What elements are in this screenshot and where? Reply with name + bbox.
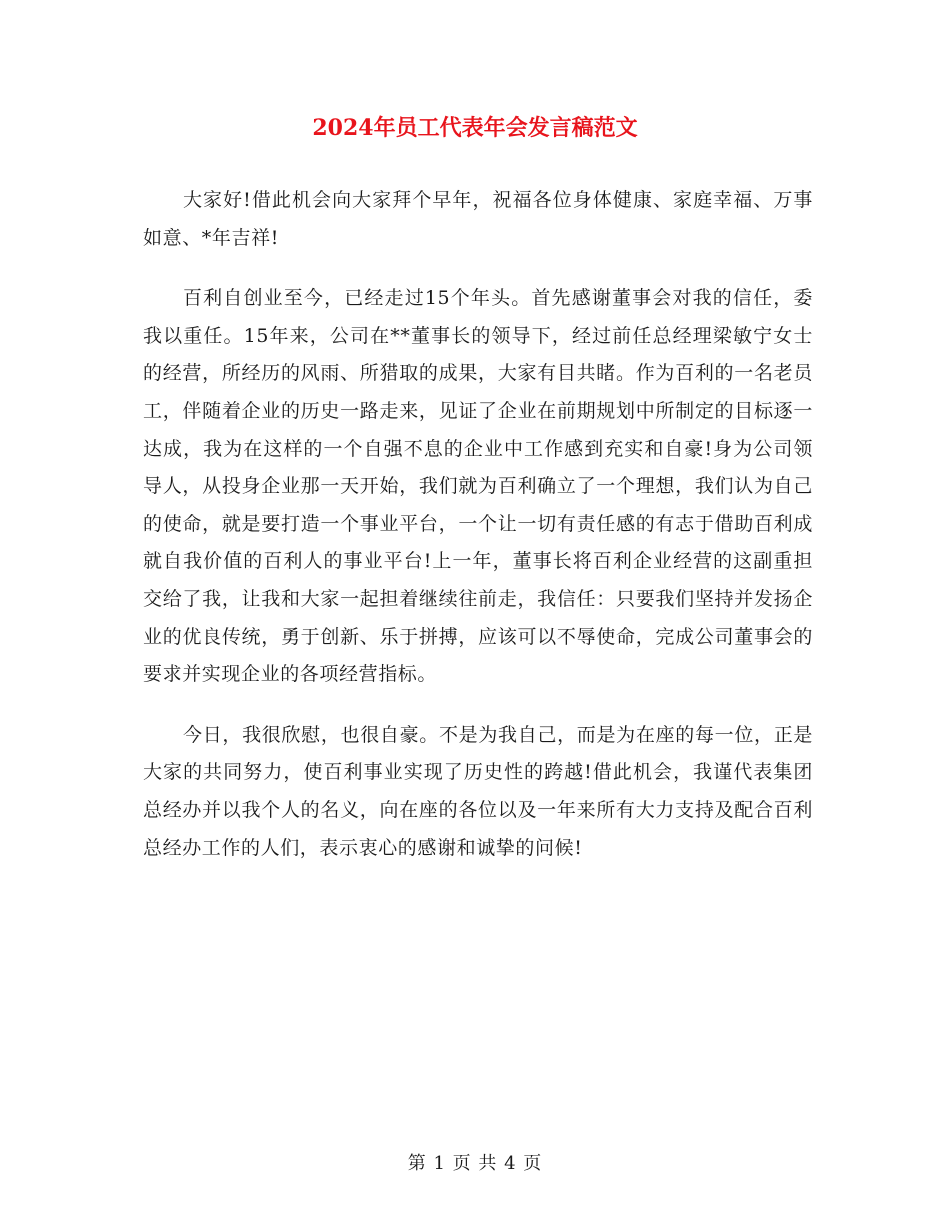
paragraph-company-history: 百利自创业至今，已经走过15个年头。首先感谢董事会对我的信任，委我以重任。15年来，公司在**董事长的领导下，经过前任总经理梁敏宁女士的经营，所经历的风雨、所猎取的成果，大家有目共睹。作为百利的一名老员工，伴随着企业的历史一路走来，见证了企业在前期规划中所制定的目标逐一达成，我为在这样的一个自强不息的企业中工作感到充实和自豪!身为公司领导人，从投身企业那一天开始，我们就为百利确立了一个理想，我们认为自己的使命，就是要打造一个事业平台，一个让一切有责任感的有志于借助百利成就自我价值的百利人的事业平台!上一年，董事长将百利企业经营的这副重担交给了我，让我和大家一起担着继续往前走，我信任：只要我们坚持并发扬企业的优良传统，勇于创新、乐于拼搏，应该可以不辱使命，完成公司董事会的要求并实现企业的各项经营指标。 [143, 287, 813, 686]
page-footer: 第 1 页 共 4 页 [407, 1153, 543, 1174]
paragraph-greeting: 大家好!借此机会向大家拜个早年，祝福各位身体健康、家庭幸福、万事如意、*年吉祥! [143, 189, 813, 249]
document-title: 2024年员工代表年会发言稿范文 [312, 115, 638, 141]
paragraph-thanks: 今日，我很欣慰，也很自豪。不是为我自己，而是为在座的每一位，正是大家的共同努力，使百利事业实现了历史性的跨越!借此机会，我谨代表集团总经办并以我个人的名义，向在座的各位以及一年来所有大力支持及配合百利总经办工作的人们，表示衷心的感谢和诚挚的问候! [143, 723, 813, 859]
document-body [143, 182, 813, 890]
